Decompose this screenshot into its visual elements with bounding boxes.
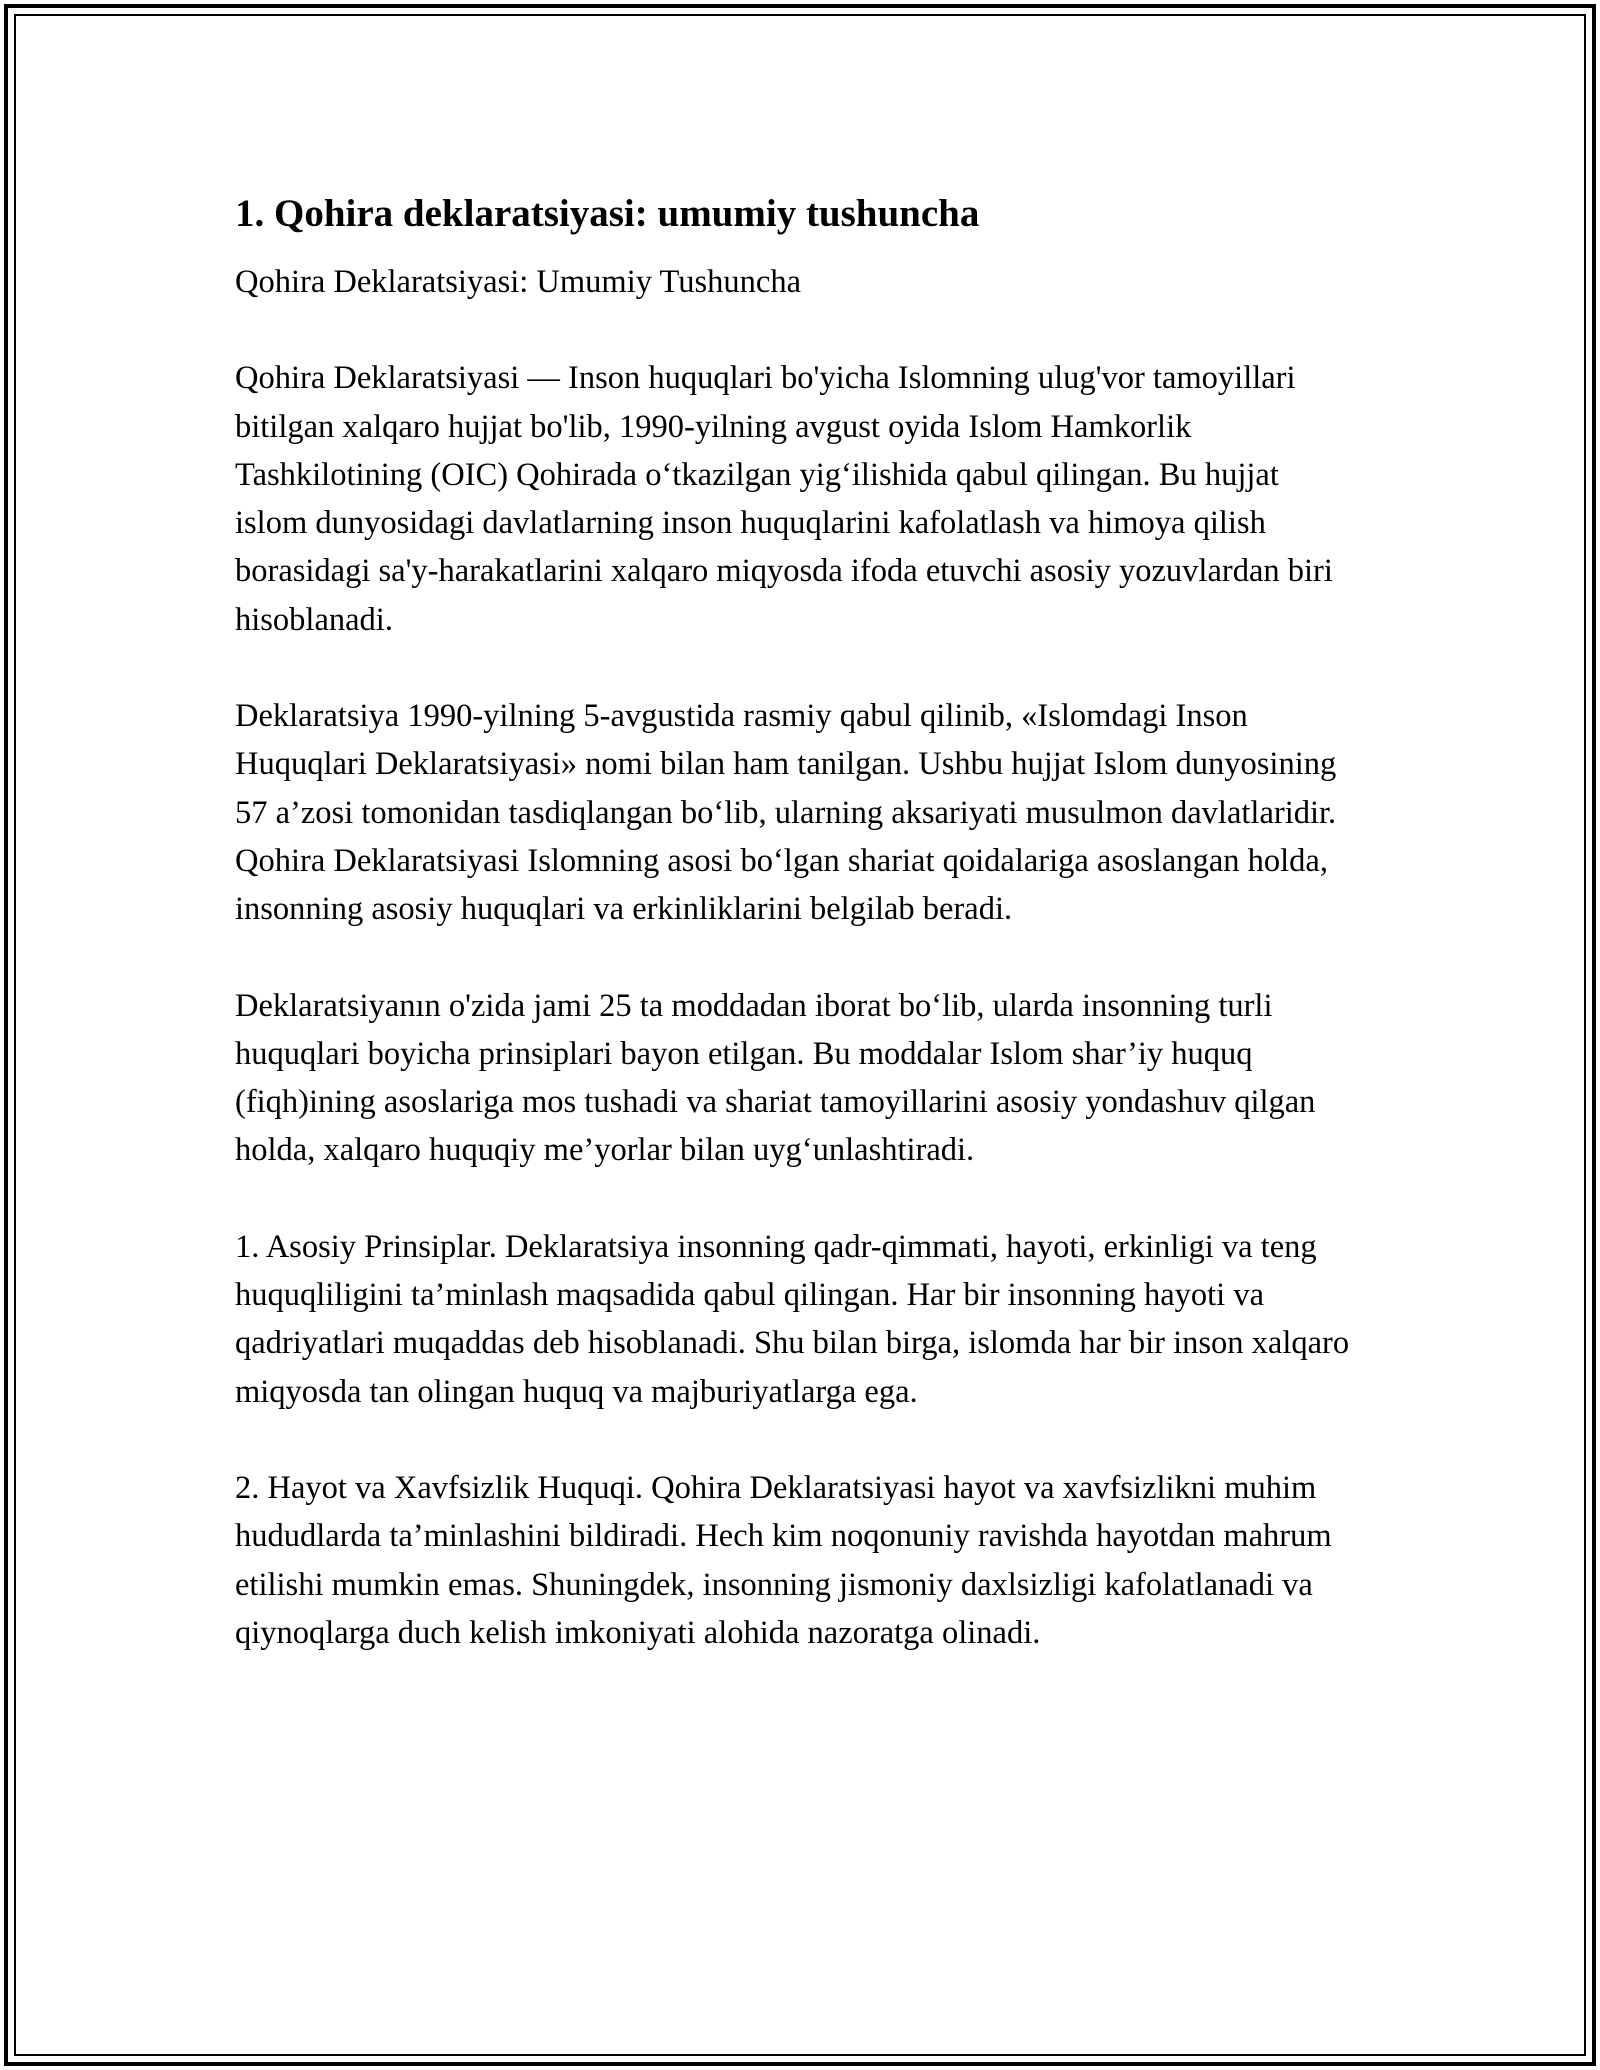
document-title: 1. Qohira deklaratsiyasi: umumiy tushuncha bbox=[235, 192, 980, 235]
document-body bbox=[235, 185, 1355, 1705]
paragraph-intro: Qohira Deklaratsiyasi — Inson huquqlari bo'yicha Islomning ulug'vor tamoyillari bitilgan xalqaro hujjat bo'lib, 1990-yilning avgust oyida Islom Hamkorlik Tashkilotining (OIC) Qohirada o‘tkazilgan yig‘ilishida qabul qilingan. Bu hujjat islom dunyosidagi davlatlarning inson huquqlarini kafolatlash va himoya qilish borasidagi sa'y-harakatlarini xalqaro miqyosda ifoda etuvchi asosiy yozuvlardan biri hisoblanadi. bbox=[235, 360, 1333, 638]
paragraph-adoption: Deklaratsiya 1990-yilning 5-avgustida rasmiy qabul qilinib, «Islomdagi Inson Huquqlari Deklaratsiyasi» nomi bilan ham tanilgan. Ushbu hujjat Islom dunyosining 57 a’zosi tomonidan tasdiqlangan bo‘lib, ularning aksariyati musulmon davlatlaridir. Qohira Deklaratsiyasi Islomning asosi bo‘lgan shariat qoidalariga asoslangan holda, insonning asosiy huquqlari va erkinliklarini belgilab beradi. bbox=[235, 698, 1337, 928]
paragraph-basic-principles: 1. Asosiy Prinsiplar. Deklaratsiya insonning qadr-qimmati, hayoti, erkinligi va teng huquqliligini ta’minlash maqsadida qabul qilingan. Har bir insonning hayoti va qadriyatlari muqaddas deb hisoblanadi. Shu bilan birga, islomda har bir inson xalqaro miqyosda tan olingan huquq va majburiyatlarga ega. bbox=[235, 1228, 1350, 1410]
paragraph-right-to-life: 2. Hayot va Xavfsizlik Huquqi. Qohira Deklaratsiyasi hayot va xavfsizlikni muhim hududlarda ta’minlashini bildiradi. Hech kim noqonuniy ravishda hayotdan mahrum etilishi mumkin emas. Shuningdek, insonning jismoniy daxlsizligi kafolatlanadi va qiynoqlarga duch kelish imkoniyati alohida nazoratga olinadi. bbox=[235, 1469, 1332, 1651]
paragraph-structure: Deklaratsiyanın o'zida jami 25 ta moddadan iborat bo‘lib, ularda insonning turli huquqlari boyicha prinsiplari bayon etilgan. Bu moddalar Islom shar’iy huquq (fiqh)ining asoslariga mos tushadi va shariat tamoyillarini asosiy yondashuv qilgan holda, xalqaro huquqiy me’yorlar bilan uyg‘unlashtiradi. bbox=[235, 987, 1316, 1169]
document-subtitle: Qohira Deklaratsiyasi: Umumiy Tushuncha bbox=[235, 264, 801, 300]
